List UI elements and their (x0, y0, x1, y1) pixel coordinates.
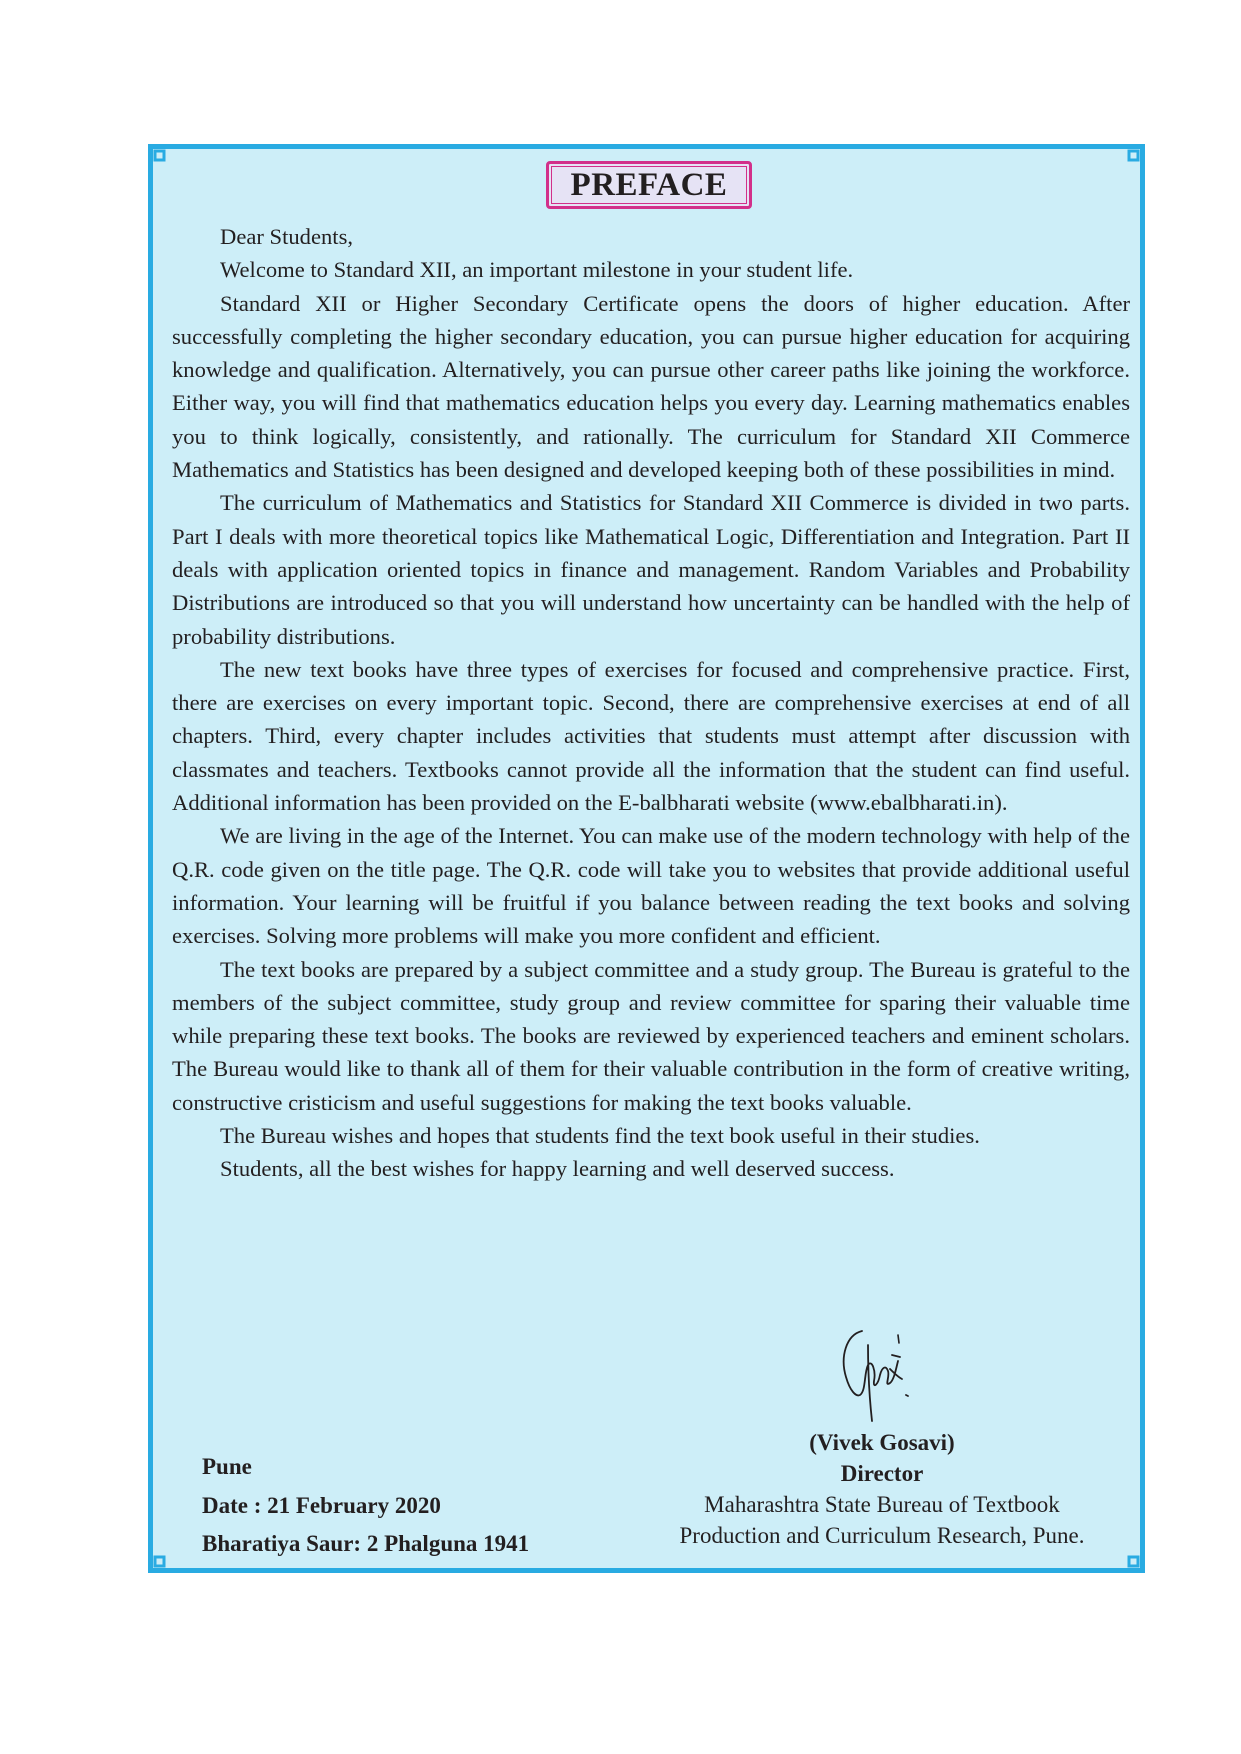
corner-ornament-bottom-left (148, 1547, 174, 1573)
preface-body (172, 220, 1130, 1186)
saur-date: Bharatiya Saur: 2 Phalguna 1941 (202, 1531, 530, 1556)
paragraph-committee: The text books are prepared by a subject committee and a study group. The Bureau is grateful to the members of the subject committee, study group and review committee for sparing their valuable time while preparing these text books. The books are reviewed by experienced teachers and eminent scholars. The Bureau would like to thank all of them for their valuable contribution in the form of creative writing, constructive cristicism and useful suggestions for making the text books valuable. (172, 956, 1130, 1115)
page-title: PREFACE (570, 166, 728, 203)
signatory-designation: Director (840, 1461, 924, 1486)
paragraph-welcome: Welcome to Standard XII, an important milestone in your student life. (220, 257, 854, 283)
signature-image (832, 1325, 922, 1425)
place-date-block (202, 1448, 529, 1564)
corner-ornament-top-left (148, 144, 174, 170)
date: Date : 21 February 2020 (202, 1492, 441, 1518)
paragraph-curriculum: The curriculum of Mathematics and Statistics for Standard XII Commerce is divided in two parts. Part I deals with more theoretical topics like Mathematical Logic, Differentiation and Integration. Part II deals with application oriented topics in finance and management. Random Variables and Probability Distributions are introduced so that you will understand how uncertainty can be handled with the help of probability distributions. (172, 490, 1130, 649)
paragraph-exercises: The new text books have three types of exercises for focused and comprehensive practice. First, there are exercises on every important topic. Second, there are comprehensive exercises at end of all chapters. Third, every chapter includes activities that students must attempt after discussion with classmates and teachers. Textbooks cannot provide all the information that the student can find useful. Additional information has been provided on the E-balbharati website (www.ebalbharati.in). (172, 656, 1130, 816)
title-box (546, 161, 752, 209)
signatory-block (648, 1427, 1116, 1551)
paragraph-hsc: Standard XII or Higher Secondary Certificate opens the doors of higher education. After successfully completing the higher secondary education, you can pursue higher education for acquiring knowledge and qualification. Alternatively, you can pursue other career paths like joining the workforce. Either way, you will find that mathematics education helps you every day. Learning mathematics enables you to think logically, consistently, and rationally. The curriculum for Standard XII Commerce Mathematics and Statistics has been designed and developed keeping both of these possibilities in mind. (172, 290, 1130, 483)
corner-ornament-top-right (1119, 144, 1145, 170)
signatory-org-line1: Maharashtra State Bureau of Textbook (704, 1492, 1060, 1517)
signatory-name: (Vivek Gosavi) (809, 1430, 955, 1455)
salutation: Dear Students, (220, 224, 354, 249)
place: Pune (202, 1454, 252, 1479)
paragraph-hopes: The Bureau wishes and hopes that students find the text book useful in their studies. (220, 1123, 980, 1149)
paragraph-internet: We are living in the age of the Internet. You can make use of the modern technology with help of the Q.R. code given on the title page. The Q.R. code will take you to websites that provide additional useful information. Your learning will be fruitful if you balance between reading the text books and solving exercises. Solving more problems will make you more confident and efficient. (172, 823, 1130, 949)
corner-ornament-bottom-right (1119, 1547, 1145, 1573)
paragraph-wishes: Students, all the best wishes for happy learning and well deserved success. (220, 1156, 895, 1182)
signatory-org-line2: Production and Curriculum Research, Pune. (679, 1523, 1085, 1548)
